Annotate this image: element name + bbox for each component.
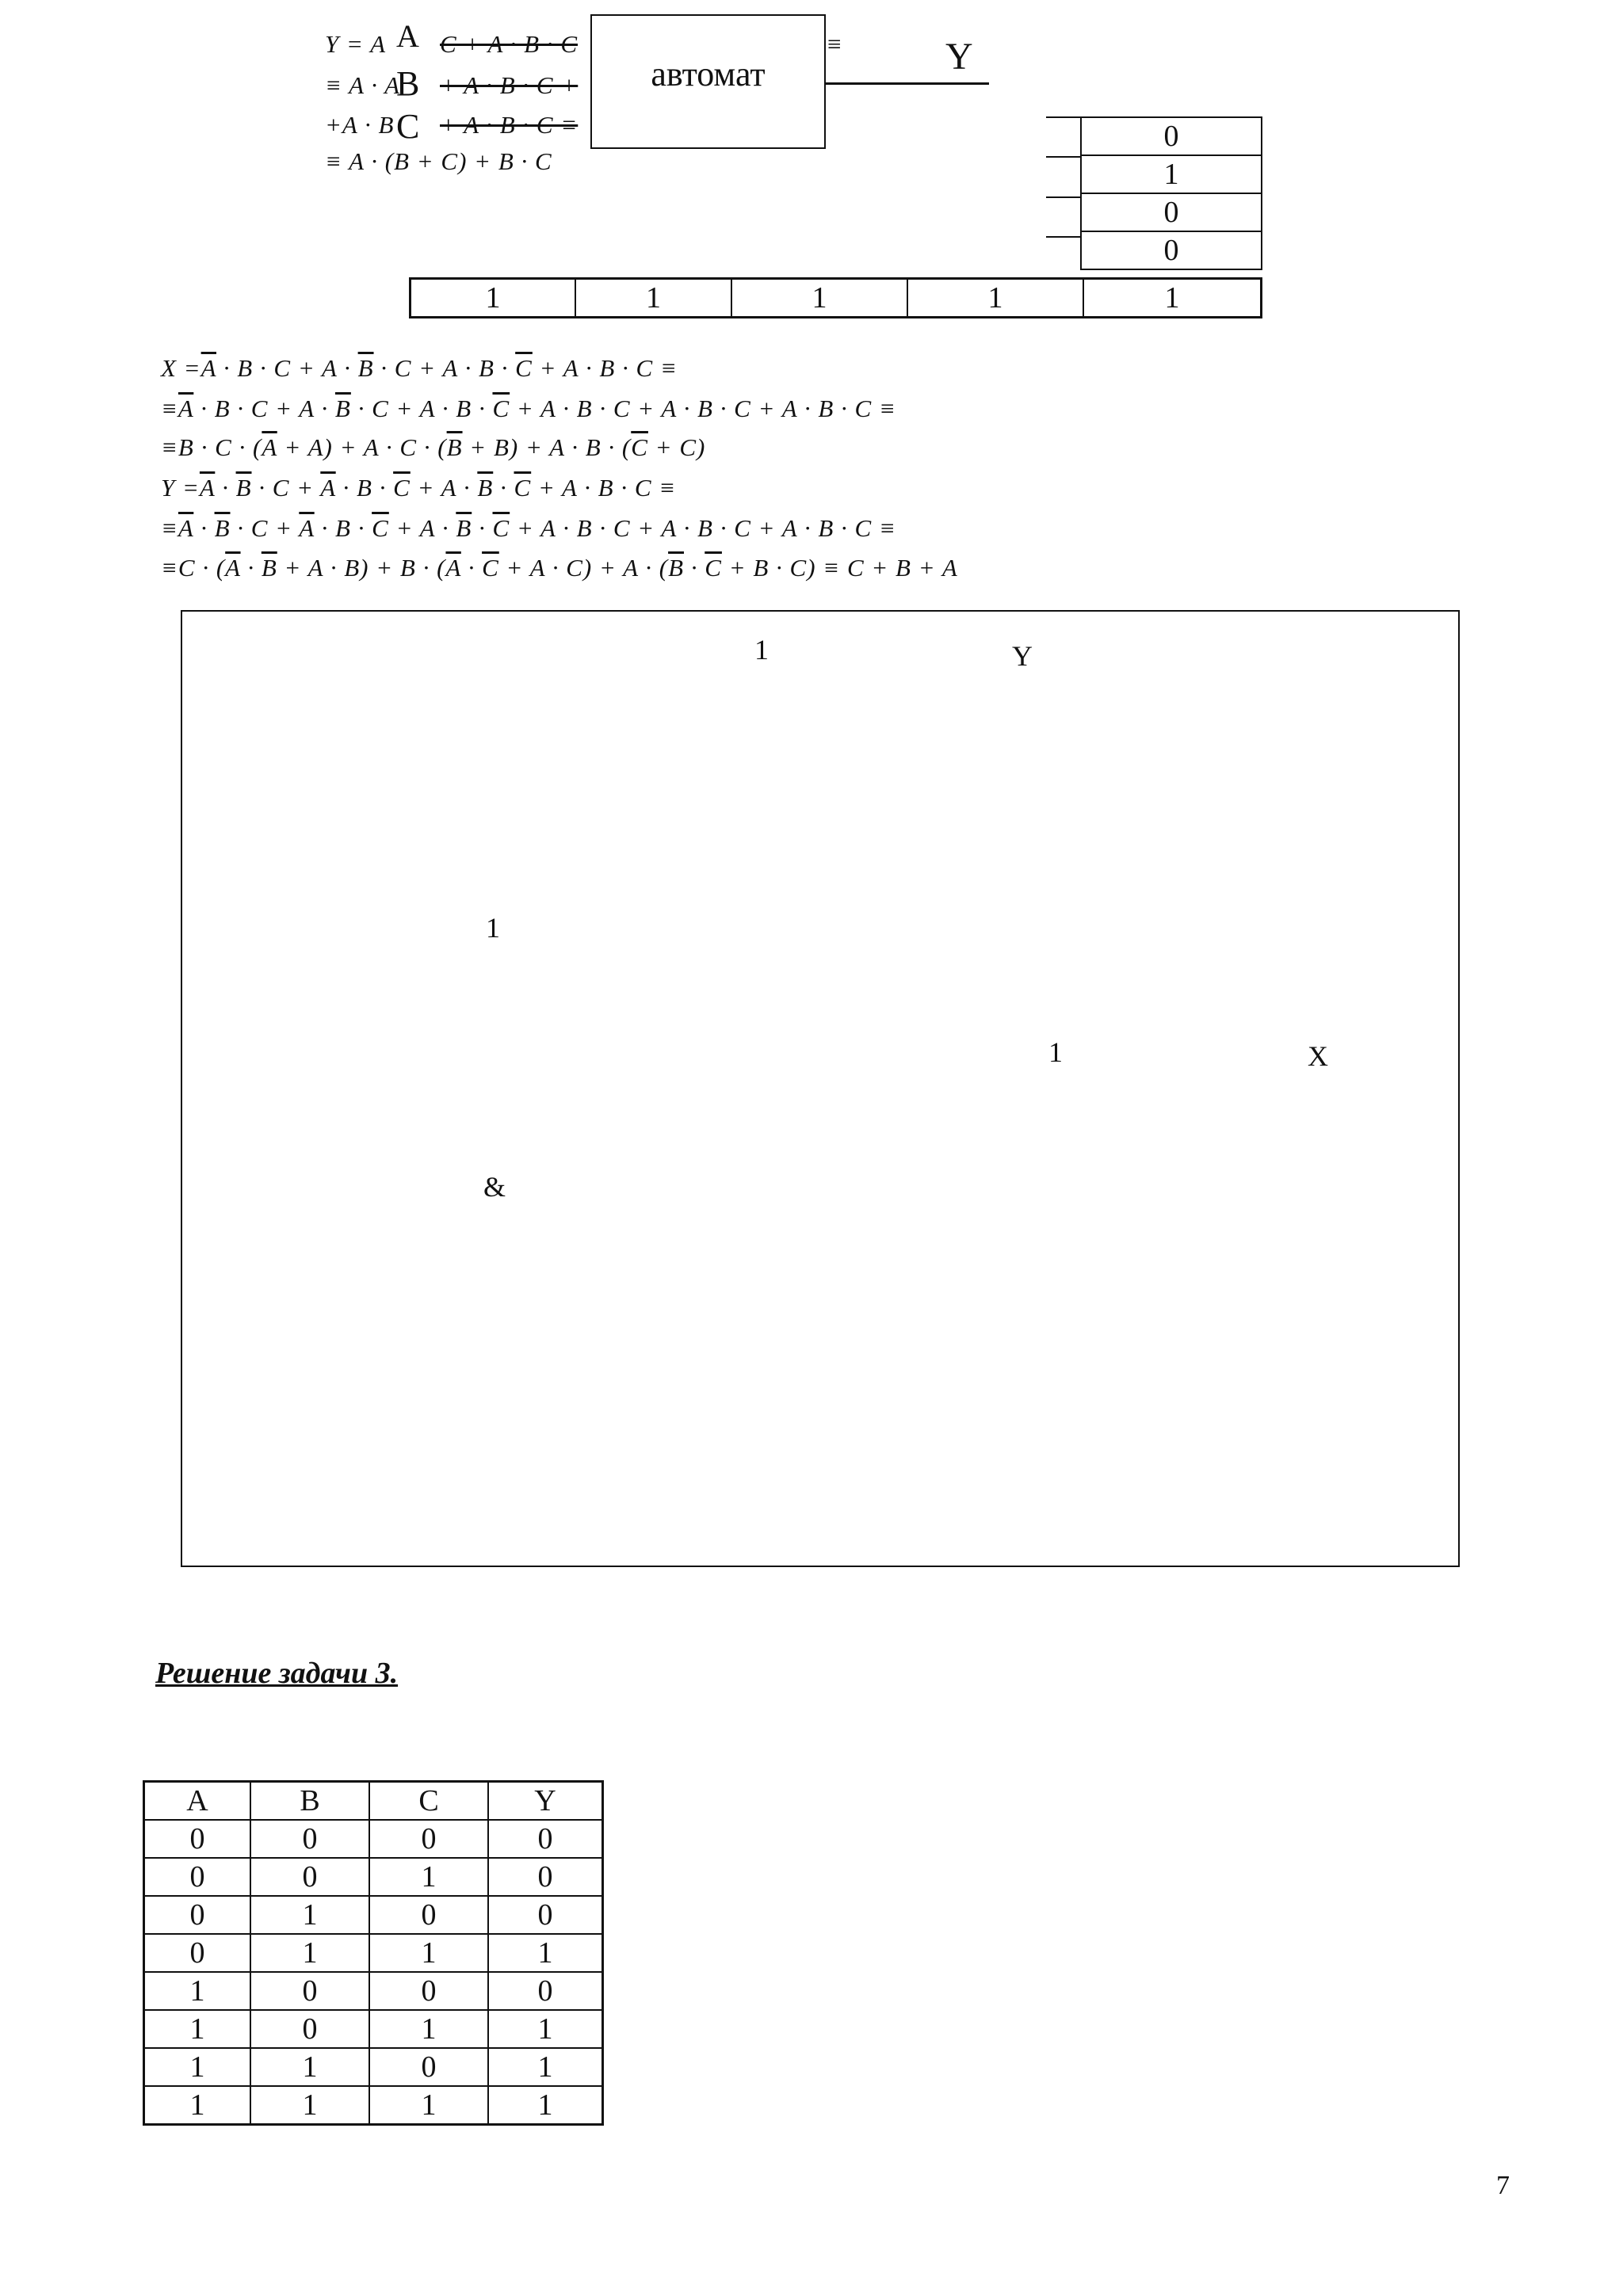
table-header-row (144, 1782, 603, 1821)
table-cell: 1 (1083, 279, 1262, 318)
table-cell: 1 (488, 2010, 603, 2048)
table-cell: 0 (144, 1858, 251, 1896)
table-cell: 1 (907, 279, 1083, 318)
table-cell: 1 (369, 2010, 488, 2048)
table-cell: 0 (144, 1820, 251, 1858)
equation-line-2: $\equiv\overline{A} \cdot B \cdot C + A \cdot \overline{B} \cdot C + A \cdot B \cdot \overline{C} + A \cdot B \cdot C + A \cdot B \cdot C + A \cdot B \cdot C$ ≡ (161, 395, 896, 422)
bg-eq-line1c: ≡ (826, 30, 843, 58)
table-cell: 1 (144, 1972, 251, 2010)
table-cell: 0 (144, 1934, 251, 1972)
table-header-cell: A (144, 1782, 251, 1821)
table-header-cell: Y (488, 1782, 603, 1821)
table-cell: 1 (250, 1896, 369, 1934)
table-frag-line (1046, 236, 1082, 238)
input-label-c: C (396, 107, 420, 146)
table-cell: 0 (369, 1972, 488, 2010)
table-cell: 1 (144, 2010, 251, 2048)
table-cell: 1 (250, 2048, 369, 2086)
output-label-y: Y (945, 36, 973, 78)
page-number: 7 (1496, 2171, 1510, 2200)
bg-eq-line3: +A · B (325, 111, 395, 139)
table-header-cell: C (369, 1782, 488, 1821)
bg-eq-line1b: C + A · B · C (440, 30, 579, 58)
table-cell: 0 (1081, 193, 1262, 231)
table-frag-line (1046, 156, 1082, 158)
table-row (144, 2048, 603, 2086)
automat-label: автомат (651, 55, 766, 93)
table-cell: 1 (488, 2048, 603, 2086)
table-header-cell: B (250, 1782, 369, 1821)
table-cell: 1 (144, 2086, 251, 2125)
table-cell: 0 (369, 1896, 488, 1934)
bg-eq-line1: Y = A (325, 30, 387, 58)
bg-eq-line2b: + A · B · C + (440, 71, 579, 99)
table-cell: 1 (488, 1934, 603, 1972)
table-cell: 1 (1081, 155, 1262, 193)
input-label-b: B (396, 64, 420, 103)
table-cell: 0 (250, 1820, 369, 1858)
table-cell: 0 (250, 1972, 369, 2010)
output-label-x: X (1308, 1040, 1328, 1072)
automat-block (590, 14, 826, 149)
table-cell: 0 (1081, 231, 1262, 269)
table-cell: 1 (731, 279, 907, 318)
table-cell: 1 (369, 2086, 488, 2125)
equation-line-5: $\equiv\overline{A} \cdot \overline{B} \cdot C + \overline{A} \cdot B \cdot \overline{C} + A \cdot \overline{B} \cdot \overline{C} + A \cdot B \cdot C + A \cdot B \cdot C + A \cdot B \cdot C$ ≡ (161, 514, 896, 542)
table-cell: 0 (1081, 117, 1262, 155)
table-cell: 1 (575, 279, 731, 318)
table-row (144, 1934, 603, 1972)
input-label-a: A (396, 18, 419, 54)
table-cell: 0 (250, 1858, 369, 1896)
table-row (144, 2010, 603, 2048)
equation-line-4: $Y =\overline{A} \cdot \overline{B} \cdot C + \overline{A} \cdot B \cdot \overline{C} + A \cdot \overline{B} \cdot \overline{C} + A \cdot B \cdot C$ ≡ (161, 474, 677, 502)
table-row (144, 2086, 603, 2125)
bg-eq-line2: ≡ A · A (325, 71, 401, 99)
top-right-column (1080, 116, 1262, 270)
table-cell: 0 (144, 1896, 251, 1934)
gate-label-or-right: 1 (1048, 1036, 1063, 1068)
table-frag-line (1046, 116, 1082, 118)
equation-line-6: $\equiv C \cdot (\overline{A} \cdot \overline{B} + A \cdot B) + B \cdot (\overline{A} \cdot \overline{C} + A \cdot C) + A \cdot (\overline{B} \cdot \overline{C} + B \cdot C) \equiv C + B + A$ (161, 554, 958, 582)
table-cell: 1 (144, 2048, 251, 2086)
table-row (144, 1820, 603, 1858)
table-row (144, 1896, 603, 1934)
truth-table (143, 1780, 604, 2126)
table-cell: 0 (250, 2010, 369, 2048)
bg-eq-line3b: + A · B · C ≡ (440, 111, 579, 139)
table-cell: 0 (369, 2048, 488, 2086)
output-line (826, 82, 989, 85)
logic-diagram-frame (181, 610, 1460, 1567)
table-cell: 1 (250, 1934, 369, 1972)
table-cell: 0 (488, 1896, 603, 1934)
table-cell: 1 (250, 2086, 369, 2125)
bg-eq-line4: ≡ A · (B + C) + B · C (325, 147, 552, 175)
table-cell: 0 (488, 1858, 603, 1896)
output-label-y: Y (1012, 640, 1033, 672)
table-cell: 1 (488, 2086, 603, 2125)
table-frag-line (1046, 196, 1082, 198)
table-cell: 0 (369, 1820, 488, 1858)
table-row (144, 1858, 603, 1896)
table-cell: 1 (411, 279, 576, 318)
equation-line-1: $X =\overline{A} \cdot B \cdot C + A \cdot \overline{B} \cdot C + A \cdot B \cdot \overline{C} + A \cdot B \cdot C$ ≡ (161, 354, 678, 382)
table-cell: 0 (488, 1820, 603, 1858)
table-cell: 1 (369, 1934, 488, 1972)
gate-label-or-top: 1 (754, 634, 769, 666)
solution-heading: Решение задачи 3. (155, 1657, 399, 1690)
gate-label-or-left: 1 (486, 912, 500, 944)
table-cell: 0 (488, 1972, 603, 2010)
equation-line-3: $\equiv B \cdot C \cdot (\overline{A} + A) + A \cdot C \cdot (\overline{B} + B) + A \cdot B \cdot (\overline{C} + C)$ (161, 433, 706, 461)
table-cell: 1 (369, 1858, 488, 1896)
table-row (144, 1972, 603, 2010)
gate-label-and: & (483, 1171, 506, 1203)
top-bottom-row (409, 277, 1262, 318)
